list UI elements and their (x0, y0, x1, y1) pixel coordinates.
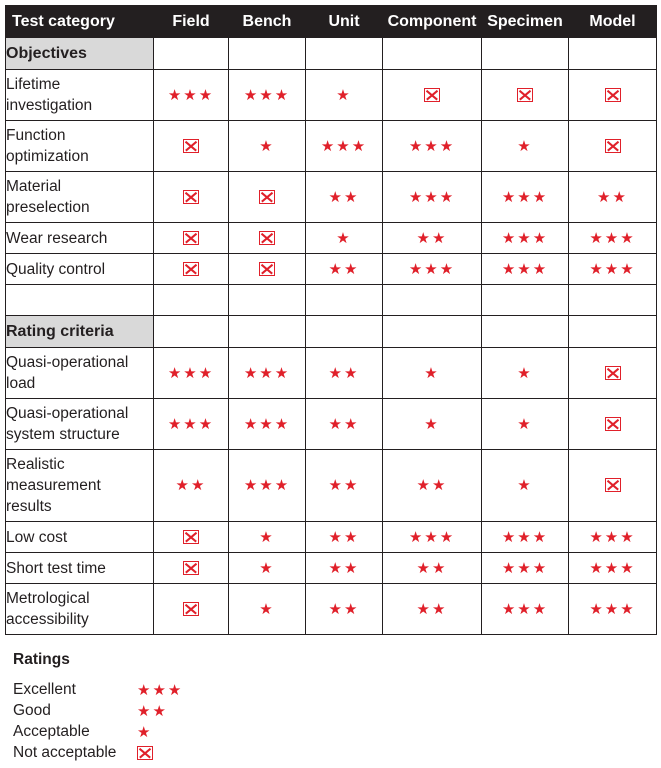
rating-cell (154, 172, 229, 223)
table-row (6, 584, 657, 635)
rating-cell (306, 450, 383, 522)
rating-cell (383, 522, 482, 553)
rating-cell (569, 584, 657, 635)
rating-cell (154, 121, 229, 172)
rating-cell (383, 399, 482, 450)
row-label-text: Low cost (6, 528, 68, 546)
section-row (6, 316, 657, 348)
rating-cell (569, 553, 657, 584)
rating-cell (569, 70, 657, 121)
table-row (6, 522, 657, 553)
rating-cell (569, 450, 657, 522)
empty-cell (569, 285, 657, 316)
star-rating-icon: ★★ (328, 260, 360, 278)
star-rating-icon: ★ (336, 86, 352, 104)
row-label (6, 172, 154, 223)
star-rating-icon: ★★★ (589, 559, 636, 577)
star-rating-icon: ★ (517, 415, 533, 433)
row-label-text: Quality control (6, 260, 106, 278)
crossed-box-icon (605, 478, 621, 492)
rating-cell (154, 223, 229, 254)
empty-cell (154, 38, 229, 70)
rating-cell (306, 522, 383, 553)
crossed-box-icon (605, 88, 621, 102)
star-rating-icon: ★ (336, 229, 352, 247)
star-rating-icon: ★★★ (501, 188, 549, 206)
legend-item (13, 742, 313, 763)
star-rating-icon: ★★★ (501, 229, 549, 247)
crossed-box-icon (183, 561, 199, 575)
rating-cell (383, 348, 482, 399)
rating-cell (482, 172, 569, 223)
rating-cell (306, 399, 383, 450)
empty-cell (306, 285, 383, 316)
crossed-box-icon (137, 746, 153, 760)
rating-cell (229, 172, 306, 223)
rating-cell (569, 172, 657, 223)
section-title: Rating criteria (6, 316, 154, 348)
crossed-box-icon (259, 190, 275, 204)
empty-cell (383, 316, 482, 348)
row-label (6, 223, 154, 254)
legend-label: Excellent (13, 680, 76, 698)
star-rating-icon: ★★★ (589, 229, 636, 247)
empty-cell (482, 285, 569, 316)
crossed-box-icon (183, 190, 199, 204)
row-label (6, 553, 154, 584)
table-row (6, 399, 657, 450)
star-rating-icon: ★★★ (243, 86, 291, 104)
rating-cell (306, 172, 383, 223)
row-label-text: Quasi-operational load (6, 354, 129, 392)
empty-cell (154, 316, 229, 348)
rating-cell (229, 254, 306, 285)
rating-cell (154, 70, 229, 121)
star-rating-icon: ★ (424, 415, 440, 433)
rating-cell (154, 254, 229, 285)
star-rating-icon: ★★ (328, 188, 360, 206)
legend-label: Good (13, 701, 51, 719)
crossed-box-icon (605, 366, 621, 380)
star-rating-icon: ★ (259, 600, 275, 618)
star-rating-icon: ★ (259, 137, 275, 155)
rating-cell (482, 254, 569, 285)
crossed-box-icon (424, 88, 440, 102)
rating-cell (482, 450, 569, 522)
star-rating-icon: ★★★ (589, 600, 636, 618)
star-rating-icon: ★★ (328, 477, 360, 494)
star-rating-icon: ★★ (175, 477, 207, 494)
star-rating-icon: ★ (137, 723, 153, 741)
legend-item (13, 679, 313, 700)
table-row (6, 172, 657, 223)
crossed-box-icon (259, 231, 275, 245)
legend-item (13, 700, 313, 721)
empty-cell (306, 38, 383, 70)
empty-cell (383, 285, 482, 316)
empty-cell (154, 285, 229, 316)
rating-cell (383, 254, 482, 285)
rating-cell (154, 522, 229, 553)
rating-cell (229, 522, 306, 553)
rating-cell (569, 254, 657, 285)
star-rating-icon: ★★★ (408, 188, 456, 206)
star-rating-icon: ★★★ (167, 415, 215, 433)
star-rating-icon: ★★★ (501, 600, 549, 618)
rating-cell (229, 70, 306, 121)
star-rating-icon: ★★ (328, 559, 360, 577)
crossed-box-icon (517, 88, 533, 102)
table-row (6, 70, 657, 121)
star-rating-icon: ★★ (416, 229, 448, 247)
table-row (6, 254, 657, 285)
rating-cell (154, 584, 229, 635)
header-component: Component (383, 6, 482, 38)
rating-cell (383, 172, 482, 223)
star-rating-icon: ★★★ (243, 415, 291, 433)
header-field: Field (154, 6, 229, 38)
rating-cell (482, 584, 569, 635)
rating-cell (383, 121, 482, 172)
star-rating-icon: ★★ (416, 559, 448, 577)
empty-cell (383, 38, 482, 70)
star-rating-icon: ★★★ (589, 528, 636, 546)
row-label-text: Short test time (6, 559, 106, 577)
rating-cell (482, 399, 569, 450)
rating-cell (154, 553, 229, 584)
ratings-legend (13, 651, 313, 763)
row-label (6, 121, 154, 172)
rating-cell (229, 121, 306, 172)
star-rating-icon: ★ (517, 137, 533, 155)
rating-cell (229, 584, 306, 635)
row-label-text: Metrological accessibility (6, 590, 90, 628)
rating-cell (229, 223, 306, 254)
rating-cell (569, 223, 657, 254)
star-rating-icon: ★★ (137, 702, 168, 720)
rating-cell (569, 399, 657, 450)
empty-cell (6, 285, 154, 316)
crossed-box-icon (605, 139, 621, 153)
star-rating-icon: ★★ (597, 188, 628, 206)
rating-cell (569, 121, 657, 172)
star-rating-icon: ★★★ (137, 681, 184, 699)
legend-title: Ratings (13, 651, 70, 668)
rating-cell (154, 399, 229, 450)
row-label (6, 399, 154, 450)
row-label-text: Wear research (6, 229, 108, 247)
crossed-box-icon (259, 262, 275, 276)
star-rating-icon: ★★ (328, 528, 360, 546)
rating-cell (306, 348, 383, 399)
row-label (6, 584, 154, 635)
rating-cell (383, 223, 482, 254)
rating-cell (229, 450, 306, 522)
rating-cell (229, 399, 306, 450)
rating-cell (306, 70, 383, 121)
rating-cell (383, 70, 482, 121)
star-rating-icon: ★ (259, 559, 275, 577)
star-rating-icon: ★★★ (243, 477, 291, 494)
empty-cell (482, 316, 569, 348)
header-test-category: Test category (6, 6, 154, 38)
rating-cell (306, 584, 383, 635)
row-label-text: Realistic measurement results (6, 456, 101, 515)
section-row (6, 38, 657, 70)
empty-cell (482, 38, 569, 70)
star-rating-icon: ★ (424, 364, 440, 382)
star-rating-icon: ★★★ (408, 528, 456, 546)
star-rating-icon: ★ (259, 528, 275, 546)
star-rating-icon: ★★ (416, 477, 448, 494)
rating-cell (482, 70, 569, 121)
empty-cell (229, 38, 306, 70)
row-label (6, 348, 154, 399)
row-label-text: Lifetime investigation (6, 76, 93, 114)
row-label-text: Material preselection (6, 178, 90, 216)
comparison-table (5, 5, 657, 635)
table-row (6, 223, 657, 254)
legend-label: Not acceptable (13, 743, 117, 761)
star-rating-icon: ★★ (416, 600, 448, 618)
legend-label: Acceptable (13, 722, 90, 740)
row-label (6, 450, 154, 522)
rating-cell (306, 254, 383, 285)
header-bench: Bench (229, 6, 306, 38)
empty-cell (569, 316, 657, 348)
legend-item (13, 721, 313, 742)
rating-cell (383, 553, 482, 584)
star-rating-icon: ★★★ (501, 559, 549, 577)
star-rating-icon: ★★★ (408, 260, 456, 278)
rating-cell (482, 121, 569, 172)
row-label-text: Quasi-operational system structure (6, 405, 129, 443)
star-rating-icon: ★★ (328, 600, 360, 618)
rating-cell (569, 522, 657, 553)
section-title: Objectives (6, 38, 154, 70)
rating-cell (482, 223, 569, 254)
crossed-box-icon (183, 262, 199, 276)
rating-cell (306, 121, 383, 172)
header-specimen: Specimen (482, 6, 569, 38)
star-rating-icon: ★★★ (167, 364, 215, 382)
rating-cell (482, 348, 569, 399)
crossed-box-icon (605, 417, 621, 431)
rating-cell (383, 450, 482, 522)
rating-cell (229, 348, 306, 399)
rating-cell (306, 223, 383, 254)
rating-cell (229, 553, 306, 584)
star-rating-icon: ★★★ (243, 364, 291, 382)
star-rating-icon: ★ (517, 364, 533, 382)
star-rating-icon: ★★★ (589, 260, 636, 278)
empty-cell (569, 38, 657, 70)
star-rating-icon: ★★ (328, 415, 360, 433)
table-row (6, 348, 657, 399)
row-label-text: Function optimization (6, 127, 89, 165)
header-row (6, 6, 657, 38)
rating-cell (569, 348, 657, 399)
header-model: Model (569, 6, 657, 38)
header-unit: Unit (306, 6, 383, 38)
table-row (6, 121, 657, 172)
empty-cell (229, 316, 306, 348)
spacer-row (6, 285, 657, 316)
empty-cell (229, 285, 306, 316)
star-rating-icon: ★★★ (501, 260, 549, 278)
row-label (6, 70, 154, 121)
rating-cell (482, 553, 569, 584)
table-row (6, 553, 657, 584)
rating-cell (482, 522, 569, 553)
table-row (6, 450, 657, 522)
rating-cell (154, 450, 229, 522)
crossed-box-icon (183, 231, 199, 245)
star-rating-icon: ★★★ (167, 86, 215, 104)
crossed-box-icon (183, 530, 199, 544)
star-rating-icon: ★★★ (320, 137, 368, 155)
rating-cell (154, 348, 229, 399)
star-rating-icon: ★★★ (408, 137, 456, 155)
star-rating-icon: ★★★ (501, 528, 549, 546)
star-rating-icon: ★★ (328, 364, 360, 382)
crossed-box-icon (183, 139, 199, 153)
rating-cell (383, 584, 482, 635)
row-label (6, 522, 154, 553)
star-rating-icon: ★ (517, 477, 533, 494)
row-label (6, 254, 154, 285)
empty-cell (306, 316, 383, 348)
rating-cell (306, 553, 383, 584)
crossed-box-icon (183, 602, 199, 616)
